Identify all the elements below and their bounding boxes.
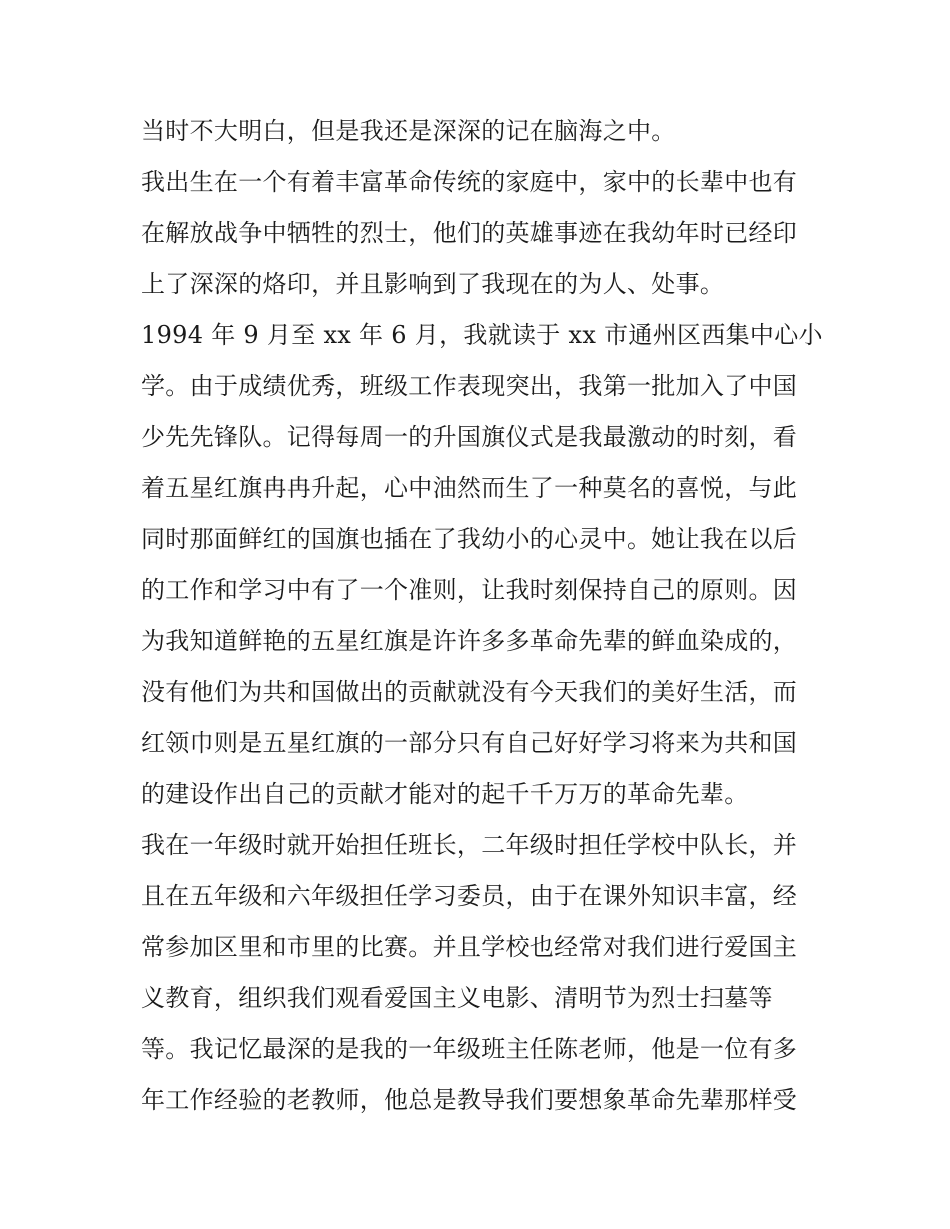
text-line: 同时那面鲜红的国旗也插在了我幼小的心灵中。她让我在以后 <box>141 525 798 553</box>
text-line: 且在五年级和六年级担任学习委员，由于在课外知识丰富，经 <box>141 882 798 910</box>
text-line: 1994 年 9 月至 xx 年 6 月，我就读于 xx 市通州区西集中心小 <box>141 321 823 349</box>
text-line: 在解放战争中牺牲的烈士，他们的英雄事迹在我幼年时已经印 <box>141 219 798 247</box>
text-line: 红领巾则是五星红旗的一部分只有自己好好学习将来为共和国 <box>141 729 798 757</box>
body-text <box>141 106 821 1126</box>
text-line: 我出生在一个有着丰富革命传统的家庭中，家中的长辈中也有 <box>141 168 798 196</box>
text-line: 年工作经验的老教师，他总是教导我们要想象革命先辈那样受 <box>141 1086 798 1114</box>
text-line: 当时不大明白，但是我还是深深的记在脑海之中。 <box>141 117 676 145</box>
text-line: 为我知道鲜艳的五星红旗是许许多多革命先辈的鲜血染成的， <box>141 627 798 655</box>
text-line: 义教育，组织我们观看爱国主义电影、清明节为烈士扫墓等 <box>141 984 773 1012</box>
text-line: 少先先锋队。记得每周一的升国旗仪式是我最激动的时刻，看 <box>141 423 798 451</box>
text-line: 常参加区里和市里的比赛。并且学校也经常对我们进行爱国主 <box>141 933 798 961</box>
text-line: 着五星红旗冉冉升起，心中油然而生了一种莫名的喜悦，与此 <box>141 474 798 502</box>
text-line: 我在一年级时就开始担任班长，二年级时担任学校中队长，并 <box>141 831 798 859</box>
text-line: 没有他们为共和国做出的贡献就没有今天我们的美好生活，而 <box>141 678 798 706</box>
text-line: 上了深深的烙印，并且影响到了我现在的为人、处事。 <box>141 270 725 298</box>
text-line: 的建设作出自己的贡献才能对的起千千万万的革命先辈。 <box>141 780 749 808</box>
text-line: 的工作和学习中有了一个准则，让我时刻保持自己的原则。因 <box>141 576 798 604</box>
text-line: 等。我记忆最深的是我的一年级班主任陈老师，他是一位有多 <box>141 1035 798 1063</box>
text-line: 学。由于成绩优秀，班级工作表现突出，我第一批加入了中国 <box>141 372 798 400</box>
